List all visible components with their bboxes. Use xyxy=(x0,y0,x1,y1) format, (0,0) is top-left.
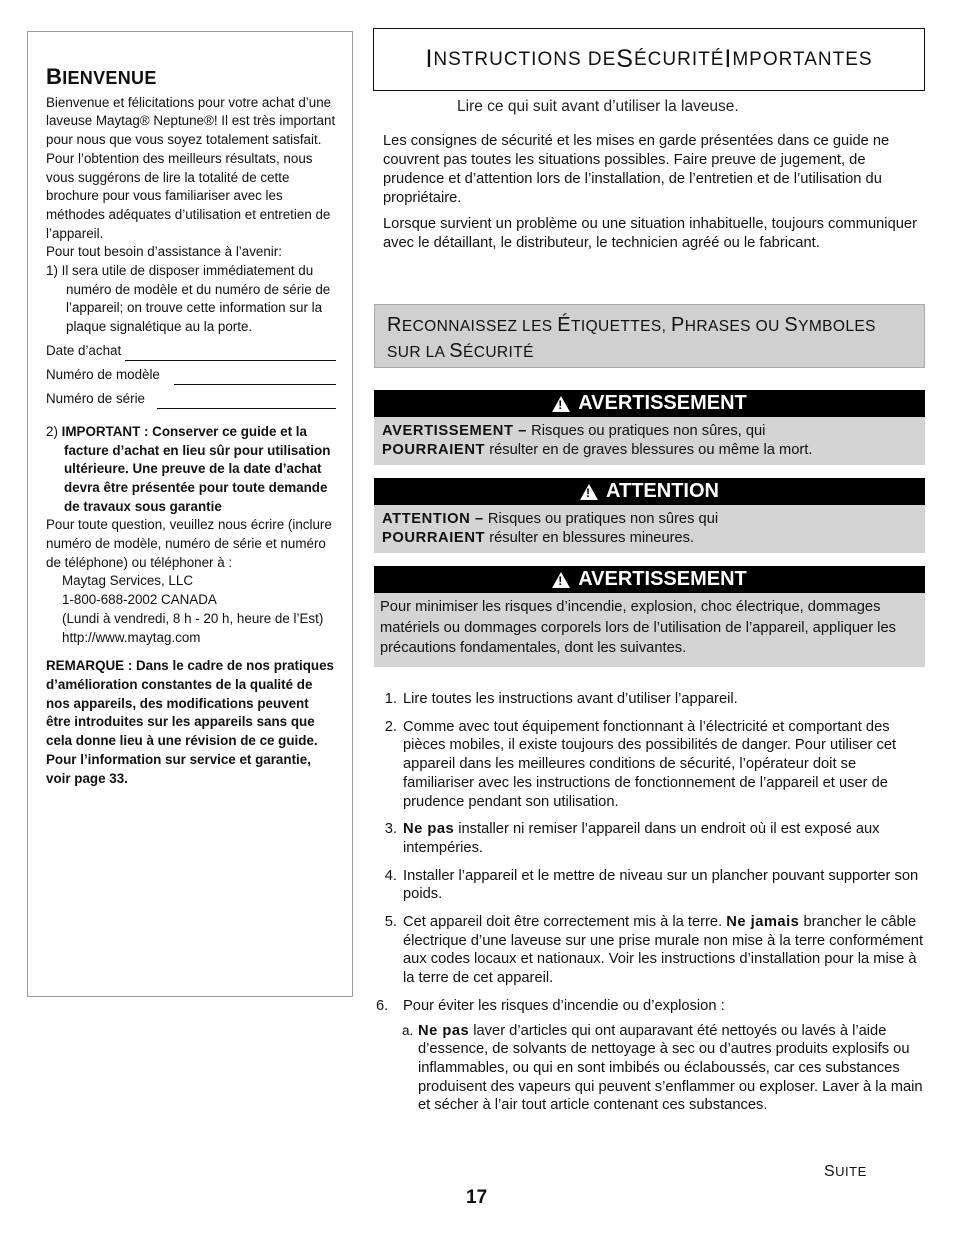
warning-triangle-icon xyxy=(580,484,598,500)
remark-note: REMARQUE : Dans le cadre de nos pratiques d’amélioration constantes de la qualité de nos appareils, des modifications peuvent être introduites sur les appareils sans que cela donne lieu à une révision de ce guide. xyxy=(46,658,334,749)
caution-body: ATTENTION – Risques ou pratiques non sûres qui POURRAIENT résulter en blessures mineures. xyxy=(374,505,925,553)
model-number-field[interactable]: Numéro de modèle xyxy=(46,361,336,385)
list-item: 2. Comme avec tout équipement fonctionnant à l’électricité et comportant des pièces mobiles, il existe toujours des possibilités de danger. Pour utiliser cet appareil dans les meilleures conditions de sécurité, l’opérateur doit se familiariser avec les instructions de fonctionnement de l’appareil et user de prudence pendant son utilisation. xyxy=(384,718,897,810)
important-note: 2) IMPORTANT : Conserver ce guide et la facture d’achat en lieu sûr pour utilisation ultérieure. Une preuve de la date d’achat devra être présentée pour toute demande de travaux sous garantie xyxy=(46,423,331,514)
warning-triangle-icon xyxy=(552,396,570,412)
list-item: 5. Cet appareil doit être correctement mis à la terre. Ne jamais brancher le câble électrique d’une laveuse sur une prise murale non mise à la terre conformément aux codes locaux et nationaux. Voir les instructions d’installation pour la mise à la terre de cet appareil. xyxy=(384,914,924,987)
assistance-text: Pour tout besoin d’assistance à l’avenir: xyxy=(46,244,282,260)
read-first-note: Lire ce qui suit avant d’utiliser la laveuse. xyxy=(457,98,739,115)
precautions-block xyxy=(374,566,925,667)
list-item: 4. Installer l’appareil et le mettre de niveau sur un plancher pouvant supporter son poids. xyxy=(384,867,919,903)
page-title: I NSTRUCTIONS DE S ÉCURITÉ I MPORTANTES xyxy=(373,28,925,91)
precautions-body: Pour minimiser les risques d’incendie, explosion, choc électrique, dommages matériels ou dommages corporels lors de l’utilisation de l’appareil, appliquer les précautions fondamentales, dont les suivantes. xyxy=(374,593,925,667)
welcome-heading: BIENVENUE xyxy=(46,64,157,89)
safety-list xyxy=(374,690,926,1115)
list-item: 3. Ne pas installer ni remiser l’appareil dans un endroit où il est exposé aux intempéries. xyxy=(384,821,880,856)
warning-block xyxy=(374,390,925,465)
purchase-date-field[interactable]: Date d’achat xyxy=(46,337,336,361)
warning-body: AVERTISSEMENT – Risques ou pratiques non sûres, qui POURRAIENT résulter en de graves blessures ou même la mort. xyxy=(374,417,925,465)
caution-block xyxy=(374,478,925,553)
intro-paragraph: Les consignes de sécurité et les mises en garde présentées dans ce guide ne couvrent pas toutes les situations possibles. Faire preuve de jugement, de prudence et d’attention lors de l’installation, de l’entretien et de l’utilisation du propriétaire. xyxy=(383,133,890,206)
welcome-sidebar xyxy=(27,31,353,997)
contact-text: Pour toute question, veuillez nous écrire (inclure numéro de modèle, numéro de série et numéro de téléphone) ou téléphoner à : xyxy=(46,517,332,570)
caution-header: ! ATTENTION xyxy=(374,478,925,505)
section-heading: RECONNAISSEZ LES ÉTIQUETTES, PHRASES OU SYMBOLES SUR LA SÉCURITÉ xyxy=(374,304,925,368)
continued-label: SUITE xyxy=(824,1163,867,1180)
contact-address: Maytag Services, LLC 1-800-688-2002 CANADA (Lundi à vendredi, 8 h - 20 h, heure de l’Est) http://www.maytag.com xyxy=(46,572,336,647)
precautions-header: ! AVERTISSEMENT xyxy=(374,566,925,593)
list-item: 6. Pour éviter les risques d’incendie ou d’explosion : xyxy=(376,997,725,1014)
page-number: 17 xyxy=(466,1187,488,1208)
list-item: 1) Il sera utile de disposer immédiatement du numéro de modèle et du numéro de série de l’appareil; on trouve cette information sur la plaque signalétique au la porte. xyxy=(46,263,331,335)
maytag-link[interactable]: http://www.maytag.com xyxy=(62,629,201,645)
warning-triangle-icon xyxy=(552,572,570,588)
service-note: Pour l’information sur service et garantie, voir page 33. xyxy=(46,751,311,786)
contact-paragraph: Lorsque survient un problème ou une situation inhabituelle, toujours communiquer avec le détaillant, le distributeur, le technicien agréé ou le fabricant. xyxy=(383,216,917,251)
list-item: a. Ne pas laver d’articles qui ont auparavant été nettoyés ou lavés à l’aide d’essence, de solvants de nettoyage à sec ou d’autres produits explosifs ou inflammables, ou qui en sont imbibés ou éclaboussés, car ces substances produisent des vapeurs qui peuvent s’enflammer ou exploser. Laver à la main et sécher à l’air tout article contenant ces substances. xyxy=(402,1022,923,1114)
list-item: 1. Lire toutes les instructions avant d’utiliser l’appareil. xyxy=(384,691,738,707)
serial-number-field[interactable]: Numéro de série xyxy=(46,385,336,409)
warning-header: ! AVERTISSEMENT xyxy=(374,390,925,417)
welcome-intro: Bienvenue et félicitations pour votre achat d’une laveuse Maytag® Neptune®! Il est très important pour nous que vous soyez totalement satisfait. Pour l’obtention des meilleurs résultats, nous vous suggérons de lire la totalité de cette brochure pour vous familiariser avec les méthodes adéquates d’utilisation et entretien de l’appareil. xyxy=(46,94,336,241)
purchase-fields xyxy=(46,337,336,409)
